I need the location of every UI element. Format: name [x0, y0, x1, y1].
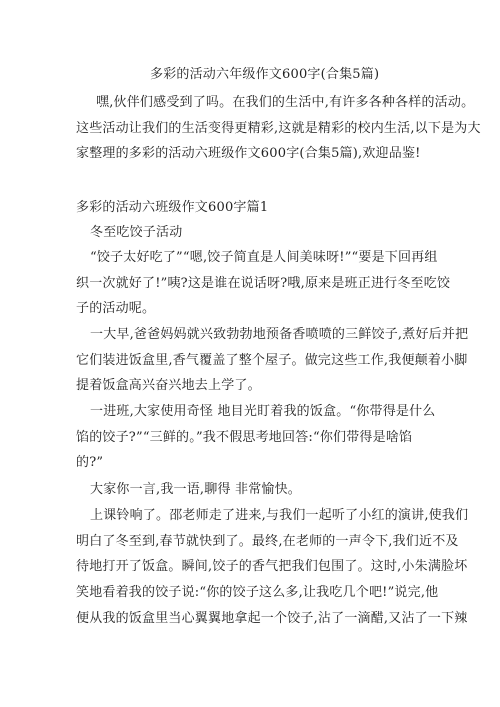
paragraph-line: 馅的饺子?”“三鲜的。”我不假思考地回答:“你们带得是啥馅: [76, 430, 413, 445]
intro-line: 家整理的多彩的活动六班级作文600字(合集5篇),欢迎品鉴!: [76, 146, 421, 161]
paragraph-line: 的?”: [76, 455, 104, 470]
paragraph-line: 织一次就好了!”咦?这是谁在说话呀?哦,原来是班正进行冬至吃饺: [76, 276, 451, 291]
paragraph-line: “饺子太好吃了”“嗯,饺子简直是人间美味呀!”“要是下回再组: [90, 250, 438, 265]
paragraph-line: 上课铃响了。邵老师走了进来,与我们一起听了小红的演讲,使我们: [90, 508, 469, 523]
paragraph-line: 子的活动呢。: [76, 301, 156, 316]
intro-line: 嘿,伙伴们感受到了吗。在我们的生活中,有许多各种各样的活动。: [96, 95, 475, 110]
section-subtitle: 冬至吃饺子活动: [90, 225, 183, 240]
paragraph-line: 大家你一言,我一语,聊得 非常愉快。: [90, 482, 301, 497]
paragraph-line: 提着饭盒高兴奋兴地去上学了。: [76, 378, 261, 393]
paragraph-line: 便从我的饭盒里当心翼翼地拿起一个饺子,沾了一滴醋,又沾了一下辣: [76, 611, 468, 626]
paragraph-line: 待地打开了饭盒。瞬间,饺子的香气把我们包围了。这时,小朱满脸坏: [76, 559, 468, 574]
intro-line: 这些活动让我们的生活变得更精彩,这就是精彩的校内生活,以下是为大: [76, 121, 481, 136]
paragraph-line: 一进班,大家使用奇怪 地目光盯着我的饭盒。“你带得是什么: [90, 404, 436, 419]
paragraph-line: 一大早,爸爸妈妈就兴致勃勃地预备香喷喷的三鲜饺子,煮好后并把: [90, 327, 469, 342]
paragraph-line: 明白了冬至到,春节就快到了。最终,在老师的一声令下,我们近不及: [76, 534, 459, 549]
document-title: 多彩的活动六年级作文600字(合集5篇): [150, 67, 380, 82]
section-heading: 多彩的活动六班级作文600字篇1: [76, 200, 269, 215]
paragraph-line: 笑地看着我的饺子说:“你的饺子这么多,让我吃几个吧!”说完,他: [76, 585, 439, 600]
paragraph-line: 它们装进饭盒里,香气覆盖了整个屋子。做完这些工作,我便颠着小脚: [76, 353, 468, 368]
